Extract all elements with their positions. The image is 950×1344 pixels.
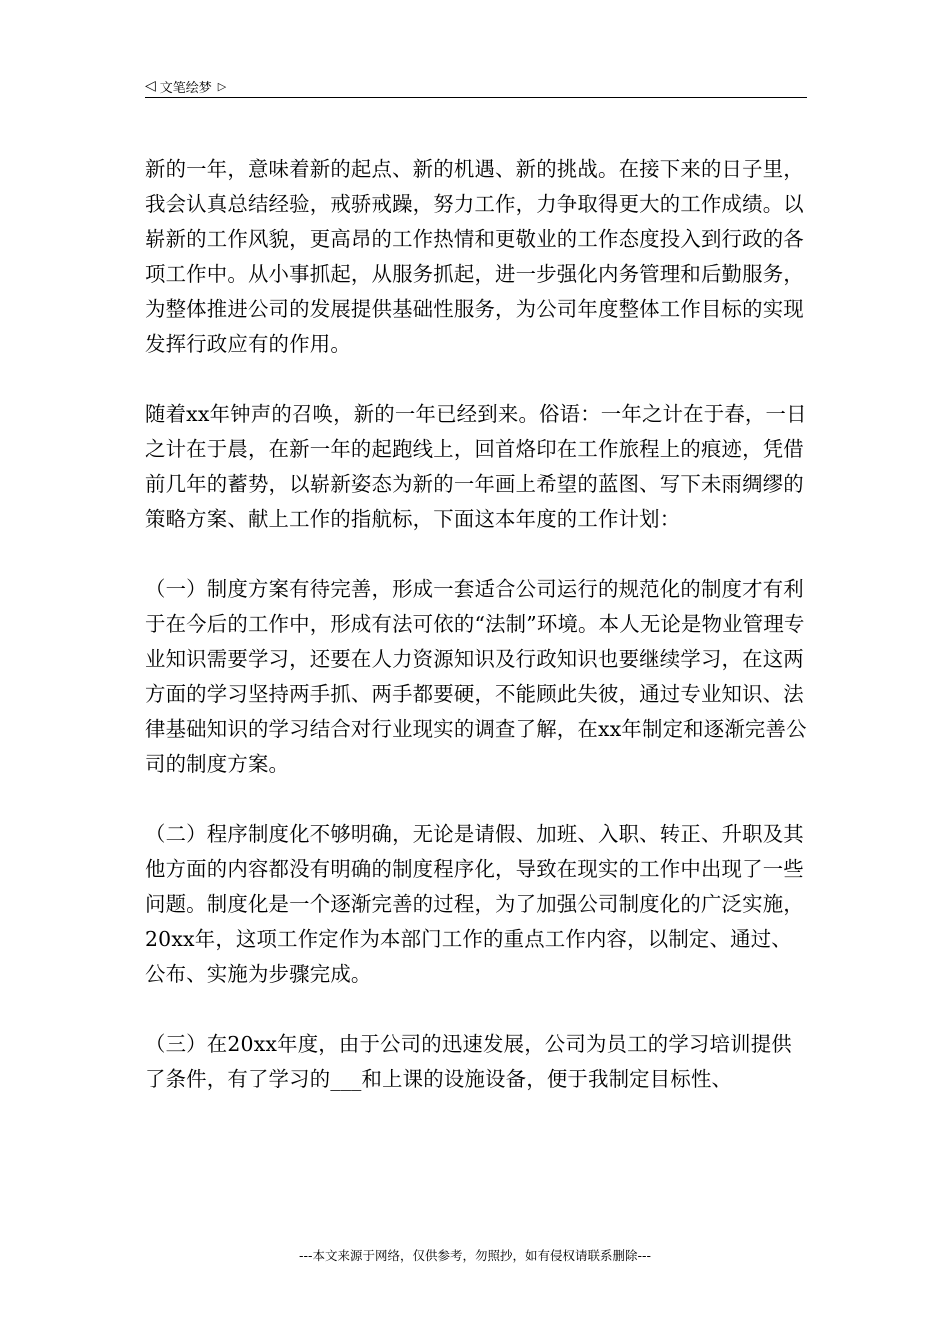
paragraph: 新的一年，意味着新的起点、新的机遇、新的挑战。在接下来的日子里，我会认真总结经验，戒骄戒躁，努力工作，力争取得更大的工作成绩。以崭新的工作风貌，更高昂的工作热情和更敬业的工作态度投入到行政的各项工作中。从小事抓起，从服务抓起，进一步强化内务管理和后勤服务，为整体推进公司的发展提供基础性服务，为公司年度整体工作目标的实现发挥行政应有的作用。 — [145, 157, 804, 356]
header-divider — [145, 97, 807, 98]
paragraph: （三）在20xx年度，由于公司的迅速发展，公司为员工的学习培训提供了条件，有了学习的___和上课的设施设备，便于我制定目标性、 — [145, 1032, 792, 1091]
document-body — [145, 152, 810, 1132]
right-triangle-icon: ▷ — [217, 79, 227, 93]
header-title: 文笔绘梦 — [159, 80, 212, 96]
paragraph: （一）制度方案有待完善，形成一套适合公司运行的规范化的制度才有利于在今后的工作中，形成有法可依的“法制”环境。本人无论是物业管理专业知识需要学习，还要在人力资源知识及行政知识也要继续学习，在这两方面的学习坚持两手抓、两手都要硬，不能顾此失彼，通过专业知识、法律基础知识的学习结合对行业现实的调查了解，在xx年制定和逐渐完善公司的制度方案。 — [145, 577, 807, 776]
paragraph: （二）程序制度化不够明确，无论是请假、加班、入职、转正、升职及其他方面的内容都没有明确的制度程序化，导致在现实的工作中出现了一些问题。制度化是一个逐渐完善的过程，为了加强公司制度化的广泛实施，20xx年，这项工作定作为本部门工作的重点工作内容，以制定、通过、公布、实施为步骤完成。 — [145, 822, 804, 986]
left-triangle-icon: ◁ — [145, 78, 156, 94]
page-header — [145, 74, 807, 98]
paragraph: 随着xx年钟声的召唤，新的一年已经到来。俗语：一年之计在于春，一日之计在于晨，在新一年的起跑线上，回首烙印在工作旅程上的痕迹，凭借前几年的蓄势，以崭新姿态为新的一年画上希望的蓝图、写下未雨绸缪的策略方案、献上工作的指航标，下面这本年度的工作计划： — [145, 402, 807, 531]
page-footer: ---本文来源于网络，仅供参考，勿照抄，如有侵权请联系删除--- — [298, 1248, 652, 1263]
